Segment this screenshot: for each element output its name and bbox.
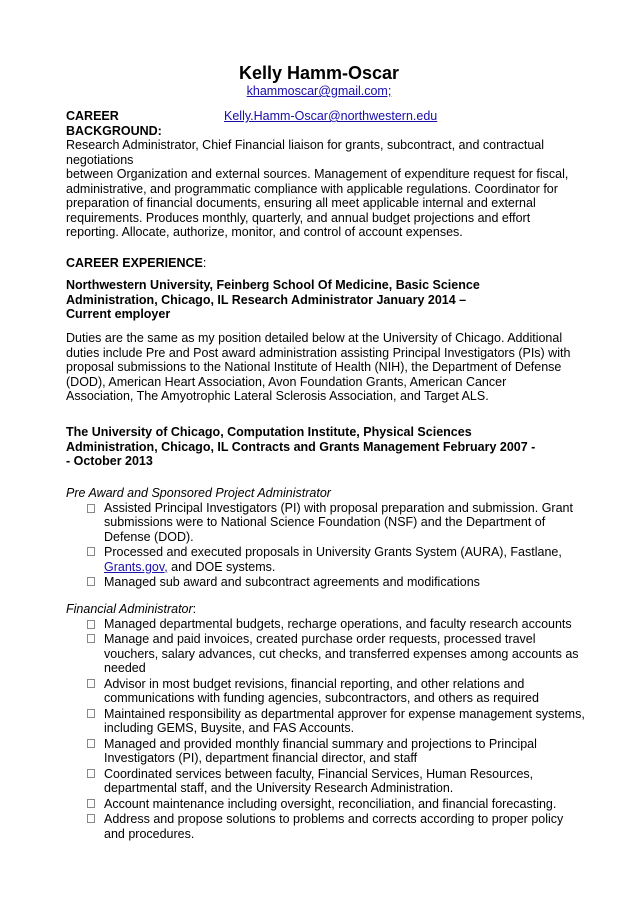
job2-title: The University of Chicago, Computation Institute, Physical Sciences Administration, Chicago, IL Contracts and Grants Management February 2007 -- October 2013 bbox=[66, 425, 536, 468]
list-item bbox=[66, 574, 586, 590]
bullet-box-icon bbox=[87, 769, 95, 778]
list-item bbox=[66, 501, 586, 545]
career-experience-heading bbox=[66, 256, 586, 271]
role2-title-line bbox=[66, 602, 586, 617]
role1-section bbox=[66, 486, 586, 590]
career-background-heading-line2: BACKGROUND: bbox=[66, 123, 162, 138]
list-item bbox=[66, 736, 586, 766]
role2-title-colon: : bbox=[192, 602, 197, 616]
bullet-text: Managed sub award and subcontract agreements and modifications bbox=[104, 575, 480, 589]
personal-email-link[interactable]: khammoscar@gmail.com; bbox=[246, 84, 392, 98]
list-item bbox=[66, 676, 586, 706]
list-item bbox=[66, 617, 586, 632]
bullet-text: Assisted Principal Investigators (PI) with proposal preparation and submission. Grant submissions were to National Science Foundation (NSF) and the Department of Defense (DOD). bbox=[104, 500, 573, 544]
job1-description: Duties are the same as my position detailed below at the University of Chicago. Additional duties include Pre and Post award administration assisting Principal Investigators (PIs) with proposal submissions to the National Institute of Health (NIH), the Department of Defense (DOD), American Heart Association, Avon Foundation Grants, American Cancer Association, The Amyotrophic Lateral Sclerosis Association, and Target ALS. bbox=[66, 331, 571, 403]
career-background-text-line2: between Organization and external sources. Management of expenditure request for fiscal, administrative, and programmatic compliance with applicable regulations. Coordinator for preparation of financial documents, ensuring all meet applicable internal and external requirements. Produces monthly, quarterly, and annual budget projections and effort reporting. Allocate, authorize, monitor, and control of account expenses. bbox=[66, 167, 569, 239]
bullet-box-icon bbox=[87, 709, 95, 718]
bullet-text: Coordinated services between faculty, Financial Services, Human Resources, departmental staff, and the University Research Administration. bbox=[104, 766, 534, 795]
job1-title: Northwestern University, Feinberg School Of Medicine, Basic Science Administration, Chicago, IL Research Administrator January 2014 – Current employer bbox=[66, 278, 480, 321]
career-experience-heading-colon: : bbox=[202, 256, 207, 270]
list-item bbox=[66, 631, 586, 676]
bullet-box-icon bbox=[87, 679, 95, 688]
bullet-box-icon bbox=[87, 814, 95, 823]
list-item bbox=[66, 811, 586, 841]
role2-bullet-list bbox=[66, 617, 586, 842]
work-email-line bbox=[224, 109, 437, 124]
role2-title: Financial Administrator bbox=[66, 602, 193, 616]
bullet-text: Processed and executed proposals in University Grants System (AURA), Fastlane, bbox=[104, 545, 562, 559]
personal-email-line bbox=[0, 84, 638, 99]
role1-bullet-list bbox=[66, 501, 586, 590]
candidate-name: Kelly Hamm-Oscar bbox=[238, 63, 400, 83]
bullet-text: Managed and provided monthly financial summary and projections to Principal Investigators (PI), department financial director, and staff bbox=[104, 736, 537, 765]
bullet-box-icon bbox=[87, 577, 95, 586]
bullet-text: Managed departmental budgets, recharge operations, and faculty research accounts bbox=[104, 616, 572, 631]
career-background-text bbox=[66, 138, 576, 240]
list-item bbox=[66, 706, 586, 736]
list-item bbox=[66, 544, 586, 574]
career-background-text-line1: Research Administrator, Chief Financial liaison for grants, subcontract, and contractual negotiations bbox=[66, 138, 545, 167]
role2-section bbox=[66, 602, 586, 841]
bullet-box-icon bbox=[87, 620, 95, 629]
list-item bbox=[66, 796, 586, 812]
career-experience-heading-text: CAREER EXPERIENCE bbox=[66, 256, 203, 270]
work-email-link[interactable]: Kelly.Hamm-Oscar@northwestern.edu bbox=[224, 109, 438, 123]
bullet-text: Account maintenance including oversight, reconciliation, and financial forecasting. bbox=[104, 796, 557, 811]
bullet-box-icon bbox=[87, 547, 95, 556]
bullet-box-icon bbox=[87, 504, 95, 513]
list-item bbox=[66, 766, 586, 796]
bullet-box-icon bbox=[87, 799, 95, 808]
bullet-text: Advisor in most budget revisions, financial reporting, and other relations and communications with funding agencies, subcontractors, and others as required bbox=[104, 676, 539, 705]
bullet-text: Manage and paid invoices, created purchase order requests, processed travel vouchers, salary advances, cut checks, and transferred expenses among accounts as needed bbox=[104, 632, 579, 675]
bullet-text-tail: and DOE systems. bbox=[167, 559, 276, 574]
bullet-box-icon bbox=[87, 739, 95, 748]
bullet-box-icon bbox=[87, 634, 95, 643]
grants-gov-link[interactable]: Grants.gov, bbox=[104, 559, 168, 574]
role1-title: Pre Award and Sponsored Project Administrator bbox=[66, 486, 331, 500]
bullet-text: Address and propose solutions to problems and corrects according to proper policy and procedures. bbox=[104, 812, 564, 841]
career-background-heading-line1: CAREER bbox=[66, 109, 119, 123]
bullet-text: Maintained responsibility as departmental approver for expense management systems, including GEMS, Buysite, and FAS Accounts. bbox=[104, 706, 585, 735]
